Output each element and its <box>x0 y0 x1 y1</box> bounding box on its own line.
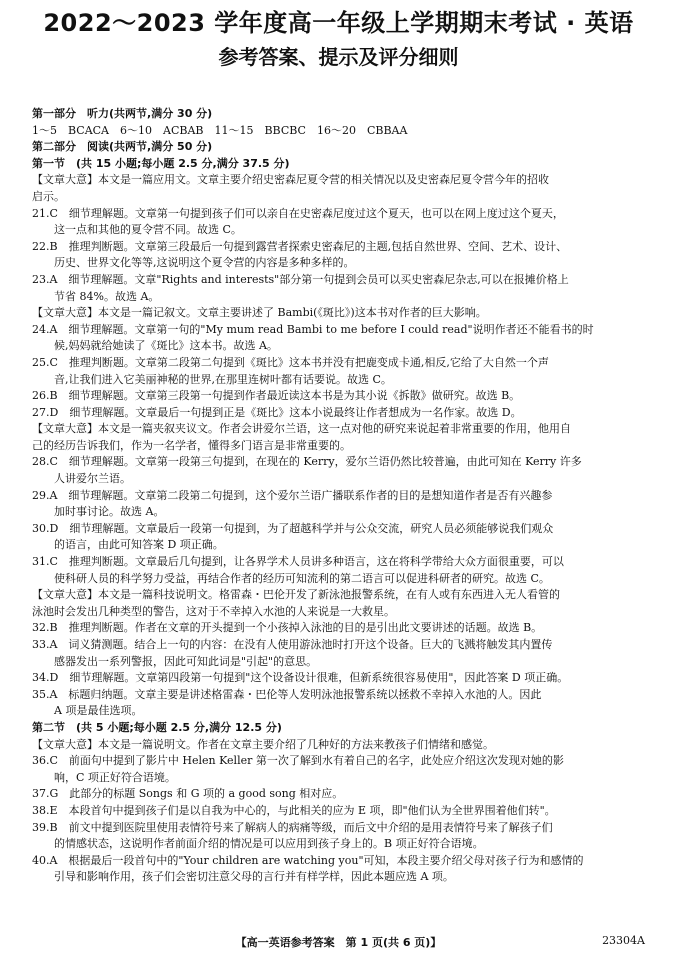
answer-line: 30.D 细节理解题。文章最后一段第一句提到，为了超越科学并与公众交流，研究人员必须能够说我们观众 <box>32 521 554 535</box>
answer-line: 32.B 推理判断题。作者在文章的开头提到一个小孩掉入泳池的目的是引出此文要讲述的话题。故选 B。 <box>32 621 543 635</box>
answer-line: 35.A 标题归纳题。文章主要是讲述格雷森・巴伦等人发明泳池报警系统以拯救不幸掉入水池的人。因此 <box>32 687 542 701</box>
footer-page-info: 【高一英语参考答案 第 1 页(共 6 页)】 <box>235 936 442 949</box>
summary-line: 泳池时会发出几种类型的警告，这对于不幸掉入水池的人来说是一大救星。 <box>32 604 395 618</box>
answer-line: 这一点和其他的夏令营不同。故选 C。 <box>54 223 242 237</box>
answer-line: 27.D 细节理解题。文章最后一句提到正是《斑比》这本小说最终让作者想成为一名作家。故选 D。 <box>32 405 522 419</box>
answer-line: 24.A 细节理解题。文章第一句的"My mum read Bambi to me before I could read"说明作者还不能看书的时 <box>32 322 594 336</box>
answer-line: 加时事讨论。故选 A。 <box>54 505 165 519</box>
section-heading: 第二部分 阅读(共两节,满分 50 分) <box>32 140 213 154</box>
answer-line: 候,妈妈就给她读了《斑比》这本书。故选 A。 <box>54 339 278 353</box>
answer-line: 26.B 细节理解题。文章第三段第一句提到作者最近读这本书是为其小说《拆散》做研究。故选 B。 <box>32 389 521 403</box>
answer-line: 的情感状态，这说明作者前面介绍的情况是可以应用到孩子身上的。B 项正好符合语境。 <box>54 837 484 851</box>
summary-line: 【文章大意】本文是一篇应用文。文章主要介绍史密森尼夏令营的相关情况以及史密森尼夏令营今年的招收 <box>32 173 549 187</box>
answer-line: 23.A 细节理解题。文章"Rights and interests"部分第一句提到会员可以买史密森尼杂志,可以在报摊价格上 <box>32 272 569 286</box>
answer-line: 22.B 推理判断题。文章第三段最后一句提到露营者探索史密森尼的主题,包括自然世界、空间、艺术、设计、 <box>32 239 568 253</box>
subsection-heading: 第一节 (共 15 小题;每小题 2.5 分,满分 37.5 分) <box>32 156 290 170</box>
answer-line: 37.G 此部分的标题 Songs 和 G 项的 a good song 相对应。 <box>32 787 344 801</box>
summary-line: 【文章大意】本文是一篇科技说明文。格雷森・巴伦开发了新泳池报警系统，在有人或有东西进入无人看管的 <box>32 588 560 602</box>
summary-line: 【文章大意】本文是一篇夹叙夹议文。作者会讲爱尔兰语，这一点对他的研究来说起着非常重要的作用，他用自 <box>32 422 571 436</box>
answer-line: 引导和影响作用，孩子们会密切注意父母的言行并有样学样，因此本题应选 A 项。 <box>54 870 454 884</box>
answer-line: 31.C 推理判断题。文章最后几句提到，让各界学术人员讲多种语言，这在将科学带给大众方面很重要，可以 <box>32 555 564 569</box>
answer-line: 25.C 推理判断题。文章第二段第二句提到《斑比》这本书并没有把鹿变成卡通,相反,它给了大自然一个声 <box>32 355 549 369</box>
answer-line: 36.C 前面句中提到了影片中 Helen Keller 第一次了解到水有着自己的名字，此处应介绍这次发现对她的影 <box>32 754 564 768</box>
answer-line: 29.A 细节理解题。文章第二段第二句提到，这个爱尔兰语广播联系作者的目的是想知道作者是否有兴趣参 <box>32 488 553 502</box>
answer-line: 历史、世界文化等等,这说明这个夏令营的内容是多种多样的。 <box>54 256 355 270</box>
answer-line: 33.A 词义猜测题。结合上一句的内容：在没有人使用游泳池时打开这个设备。巨大的飞溅将触发其内置传 <box>32 638 553 651</box>
answer-line: 使科研人员的科学努力受益，再结合作者的经历可知流利的第二语言可以促进科研者的研究。故选 C。 <box>54 571 550 585</box>
answer-line: 节省 84%。故选 A。 <box>54 289 160 303</box>
page-title: 2022～2023 学年度高一年级上学期期末考试 · 英语 <box>43 9 634 37</box>
answer-line: 的语言，由此可知答案 D 项正确。 <box>54 538 224 552</box>
summary-line: 己的经历告诉我们，作为一名学者，懂得多门语言是非常重要的。 <box>32 438 351 452</box>
answer-line: 39.B 前文中提到医院里使用表情符号来了解病人的病痛等级，而后文中介绍的是用表情符号来了解孩子们 <box>32 820 553 834</box>
footer-code: 23304A <box>602 934 645 947</box>
answer-line: 感器发出一系列警报，因此可知此词是"引起"的意思。 <box>54 654 318 668</box>
answer-line: 34.D 细节理解题。文章第四段第一句提到"这个设备设计很难，但新系统很容易使用"，因此答案 D 项正确。 <box>32 671 569 685</box>
summary-line: 【文章大意】本文是一篇说明文。作者在文章主要介绍了几种好的方法来教孩子们情绪和感觉。 <box>32 737 494 751</box>
answer-line: 38.E 本段首句中提到孩子们是以自我为中心的，与此相关的应为 E 项，即"他们认为全世界围着他们转"。 <box>32 803 556 817</box>
answer-line: A 项是最佳选项。 <box>54 704 143 718</box>
answer-line: 1～5 BCACA 6～10 ACBAB 11～15 BBCBC 16～20 CBBAA <box>32 123 408 137</box>
answer-line: 音,让我们进入它美丽神秘的世界,在那里连树叶都有话要说。故选 C。 <box>54 372 392 386</box>
answer-line: 21.C 细节理解题。文章第一句提到孩子们可以亲自在史密森尼度过这个夏天，也可以在网上度过这个夏天， <box>32 206 564 220</box>
summary-line: 启示。 <box>32 189 65 203</box>
answer-line: 40.A 根据最后一段首句中的"Your children are watching you"可知，本段主要介绍父母对孩子行为和感情的 <box>32 853 584 867</box>
subsection-heading: 第二节 (共 5 小题;每小题 2.5 分,满分 12.5 分) <box>32 720 282 734</box>
answer-line: 28.C 细节理解题。文章第一段第三句提到，在现在的 Kerry，爱尔兰语仍然比较普遍，由此可知在 Kerry 许多 <box>32 455 582 469</box>
answer-line: 人讲爱尔兰语。 <box>54 472 131 486</box>
answer-body <box>32 106 646 886</box>
summary-line: 【文章大意】本文是一篇记叙文。文章主要讲述了 Bambi(《斑比》)这本书对作者的巨大影响。 <box>32 306 487 320</box>
answer-line: 响，C 项正好符合语境。 <box>54 770 176 784</box>
section-heading: 第一部分 听力(共两节,满分 30 分) <box>32 107 213 120</box>
page-subtitle: 参考答案、提示及评分细则 <box>218 45 459 69</box>
page-footer <box>0 934 677 952</box>
